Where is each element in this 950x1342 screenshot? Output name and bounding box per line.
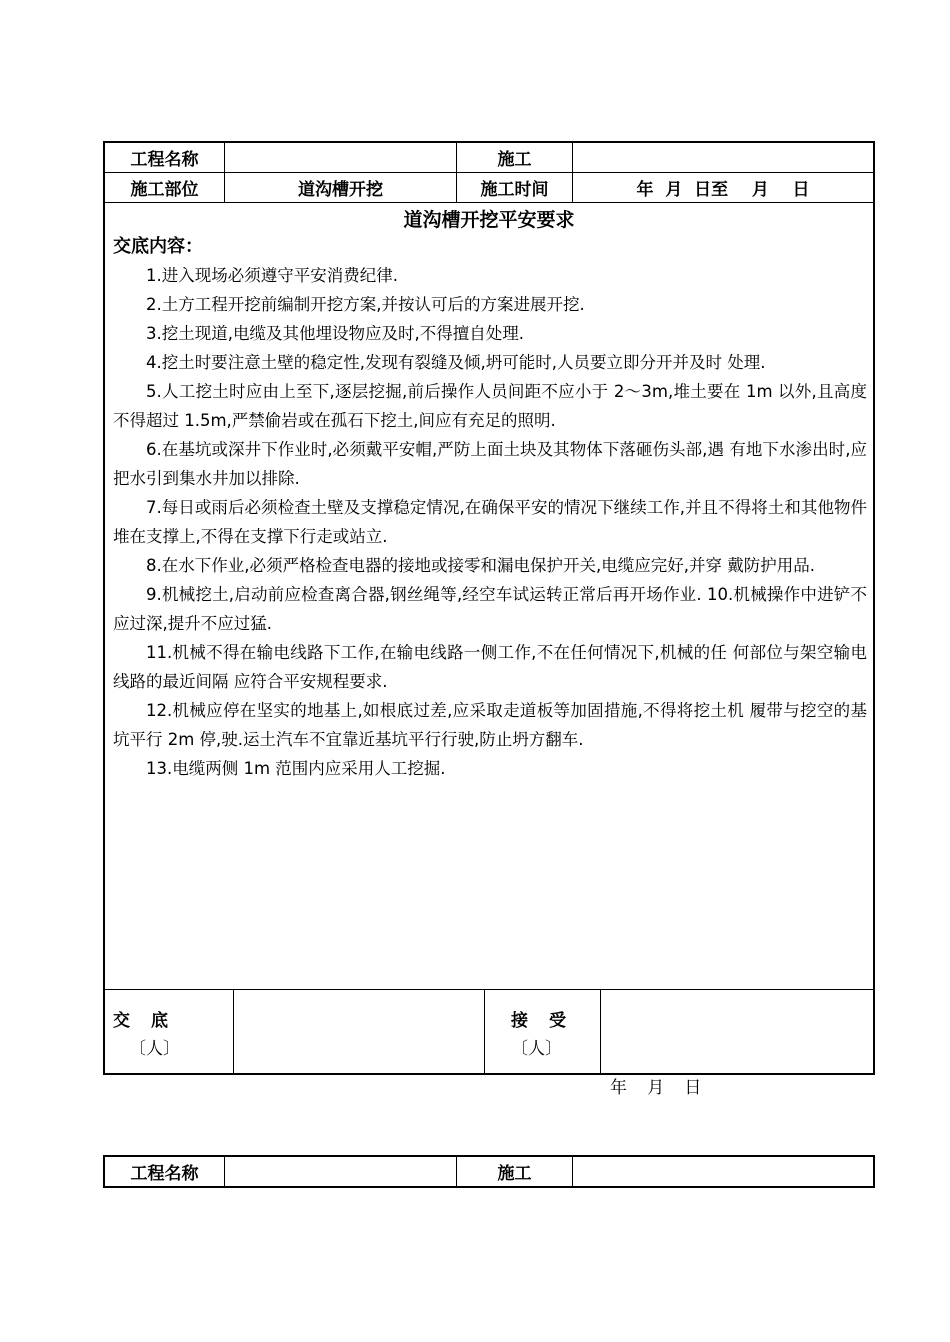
- paragraph-3: 3.挖土现道,电缆及其他埋设物应及时,不得擅自处理.: [146, 324, 524, 343]
- location-label: 施工部位: [105, 173, 225, 202]
- time-value: 年 月 日至 月 日: [636, 180, 810, 200]
- paragraph-2: 2.土方工程开挖前编制开挖方案,并按认可后的方案进展开挖.: [146, 295, 585, 314]
- receiver-label-cell: [485, 990, 601, 1073]
- paragraph-1: 1.进入现场必须遵守平安消费纪律.: [146, 266, 398, 285]
- receiver-sub-label: 〔人〕: [511, 1039, 562, 1059]
- paragraph-5: 5.人工挖土时应由上至下,逐层挖掘,前后操作人员间距不应小于 2～3m,堆土要在 1m 以外,且高度不得超过 1.5m,严禁偷岩或在孤石下挖土,间应有充足的照明.: [113, 382, 867, 430]
- next-project-name-field[interactable]: [225, 1157, 457, 1186]
- paragraph-10: 11.机械不得在输电线路下工作,在输电线路一侧工作,不在任何情况下,机械的任 何部位与架空输电线路的最近间隔 应符合平安规程要求.: [113, 643, 867, 691]
- receiver-label: 接 受: [511, 1011, 568, 1031]
- document-title: 道沟槽开挖平安要求: [403, 209, 575, 231]
- next-construction-field[interactable]: [573, 1157, 873, 1186]
- next-project-name-label: 工程名称: [105, 1157, 225, 1186]
- giver-signature-field[interactable]: [234, 990, 485, 1073]
- paragraph-9: 9.机械挖土,启动前应检查离合器,钢丝绳等,经空车试运转正常后再开场作业. 10.机械操作中进铲不应过深,提升不应过猛.: [113, 585, 867, 633]
- giver-label-cell: [105, 990, 234, 1073]
- intro-label: 交底内容：: [113, 236, 203, 257]
- next-form: [103, 1155, 875, 1188]
- project-name-field[interactable]: [225, 143, 457, 172]
- paragraph-4: 4.挖土时要注意土壁的稳定性,发现有裂缝及倾,坍可能时,人员要立即分开并及时 处理.: [146, 353, 766, 372]
- sign-date: 年 月 日: [610, 1078, 703, 1098]
- paragraph-12: 13.电缆两侧 1m 范围内应采用人工挖掘.: [146, 759, 446, 778]
- giver-sub-label: 〔人〕: [129, 1039, 180, 1059]
- project-name-label: 工程名称: [105, 143, 225, 172]
- signoff-row: [105, 990, 873, 1073]
- paragraph-11: 12.机械应停在坚实的地基上,如根底过差,应采取走道板等加固措施,不得将挖土机 履带与挖空的基坑平行 2m 停,驶.运土汽车不宜靠近基坑平行行驶,防止坍方翻车.: [113, 701, 867, 749]
- briefing-content: [105, 207, 873, 990]
- construction-label: 施工: [457, 143, 573, 172]
- paragraph-6: 6.在基坑或深井下作业时,必须戴平安帽,严防上面土块及其物体下落砸伤头部,遇 有地下水渗出时,应把水引到集水井加以排除.: [113, 440, 867, 488]
- paragraph-7: 7.每日或雨后必须检查土壁及支撑稳定情况,在确保平安的情况下继续工作,并且不得将土和其他物件堆在支撑上,不得在支撑下行走或站立.: [113, 498, 867, 546]
- next-header-row: [105, 1157, 873, 1186]
- construction-field[interactable]: [573, 143, 873, 172]
- next-construction-label: 施工: [457, 1157, 573, 1186]
- location-value: 道沟槽开挖: [225, 173, 457, 202]
- giver-label: 交 底: [113, 1011, 170, 1031]
- safety-briefing-form: [103, 141, 875, 1075]
- header-row-2: [105, 173, 873, 203]
- header-row-1: [105, 143, 873, 173]
- receiver-signature-field[interactable]: [601, 990, 873, 1073]
- paragraph-8: 8.在水下作业,必须严格检查电器的接地或接零和漏电保护开关,电缆应完好,并穿 戴防护用品.: [146, 556, 815, 575]
- time-label: 施工时间: [457, 173, 573, 202]
